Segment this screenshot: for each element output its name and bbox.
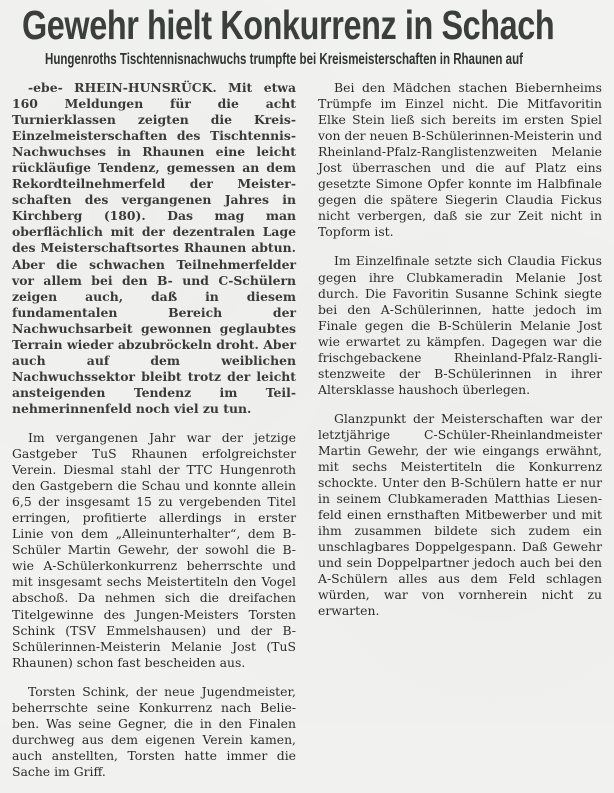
body-paragraph: Glanzpunkt der Meisterschaften war der letztjährige C-Schüler-Rheinlandmeister Martin Gewehr, der wie eingangs erwähnt, mit sechs Meistertiteln die Konkurrenz schockte. Unter den B-Schülern hatte er nur in seinem Clubkameraden Matthias Liesenfeld einen ernsthaften Mitbewerber und mit ihm zusammen bildete sich zudem ein unschlagbares Doppelgespann. Daß Gewehr und sein Doppelpartner jedoch auch bei den A-Schülern alles aus dem Feld schlagen würden, war von vornherein nicht zu erwarten. <box>318 410 602 619</box>
article-column-left <box>12 80 296 793</box>
subheadline: Hungenroths Tischtennisnachwuchs trumpfte bei Kreismeisterschaften in Rhaunen auf <box>45 51 523 68</box>
body-paragraph: Im vergangenen Jahr war der jetzige Gastgeber TuS Rhaunen erfolgreichster Verein. Diesmal stahl der TTC Hungenroth den Gastgebern die Schau und konnte allein 6,5 der insgesamt 15 zu vergebenden Titel erringen, profitierte allerdings in erster Linie von dem „Alleinunterhalter“, dem B-Schüler Martin Gewehr, der sowohl die B- wie A-Schülerkonkurrenz beherrschte und mit insgesamt sechs Meistertiteln den Vogel abschoß. Da nehmen sich die dreifachen Titelgewinne des Jungen-Meisters Torsten Schink (TSV Emmelshausen) und der B-Schülerinnen-Meisterin Melanie Jost (TuS Rhaunen) schon fast bescheiden aus. <box>12 429 296 670</box>
lead-paragraph: -ebe- RHEIN-HUNSRÜCK. Mit etwa 160 Meldungen für die acht Turnierklassen zeigten die Kreis-Einzelmeisterschaften des Tischtennis-Nachwuchses in Rhaunen eine leicht rückläufige Tendenz, gemessen an dem Rekordteilnehmerfeld der Meisterschaften des vergangenen Jahres in Kirchberg (180). Das mag man oberflächlich mit der dezentralen Lage des Meisterschaftsortes Rhaunen abtun. Aber die schwachen Teilnehmerfelder vor allem bei den B- und C-Schülern zeigen auch, daß in diesem fundamentalen Bereich der Nachwuchsarbeit gewonnen geglaubtes Terrain wieder abzubröckeln droht. Aber auch auf dem weiblichen Nachwuchssektor bleibt trotz der leicht ansteigenden Tendenz im Teilnehmerinnenfeld noch viel zu tun. <box>12 80 296 416</box>
headline: Gewehr hielt Konkurrenz in Schach <box>22 2 555 48</box>
article-column-right <box>318 80 602 633</box>
body-paragraph: Bei den Mädchen stachen Biebernheims Trümpfe im Einzel nicht. Die Mitfavoritin Elke Stein ließ sich bereits im ersten Spiel von der neuen B-Schülerinnen-Meisterin und Rheinland-Pfalz-Ranglistenzweiten Melanie Jost überraschen und die auf Platz eins gesetzte Simone Opfer konnte im Halbfinale gegen die spätere Siegerin Claudia Fickus nicht verbergen, daß sie zur Zeit nicht in Topform ist. <box>318 80 602 240</box>
body-paragraph: Im Einzelfinale setzte sich Claudia Fickus gegen ihre Clubkameradin Melanie Jost durch. Die Favoritin Susanne Schink siegte bei den A-Schülerinnen, hatte jedoch im Finale gegen die B-Schülerin Melanie Jost wie erwartet zu kämpfen. Dagegen war die frischgebackene Rheinland-Pfalz-Ranglistenzweite der B-Schülerinnen in ihrer Altersklasse haushoch überlegen. <box>318 253 602 397</box>
body-paragraph: Torsten Schink, der neue Jugendmeister, beherrschte seine Konkurrenz nach Belieben. Was seine Gegner, die in den Finalen durchweg aus dem eigenen Verein kamen, auch anstellten, Torsten hatte immer die Sache im Griff. <box>12 683 296 779</box>
